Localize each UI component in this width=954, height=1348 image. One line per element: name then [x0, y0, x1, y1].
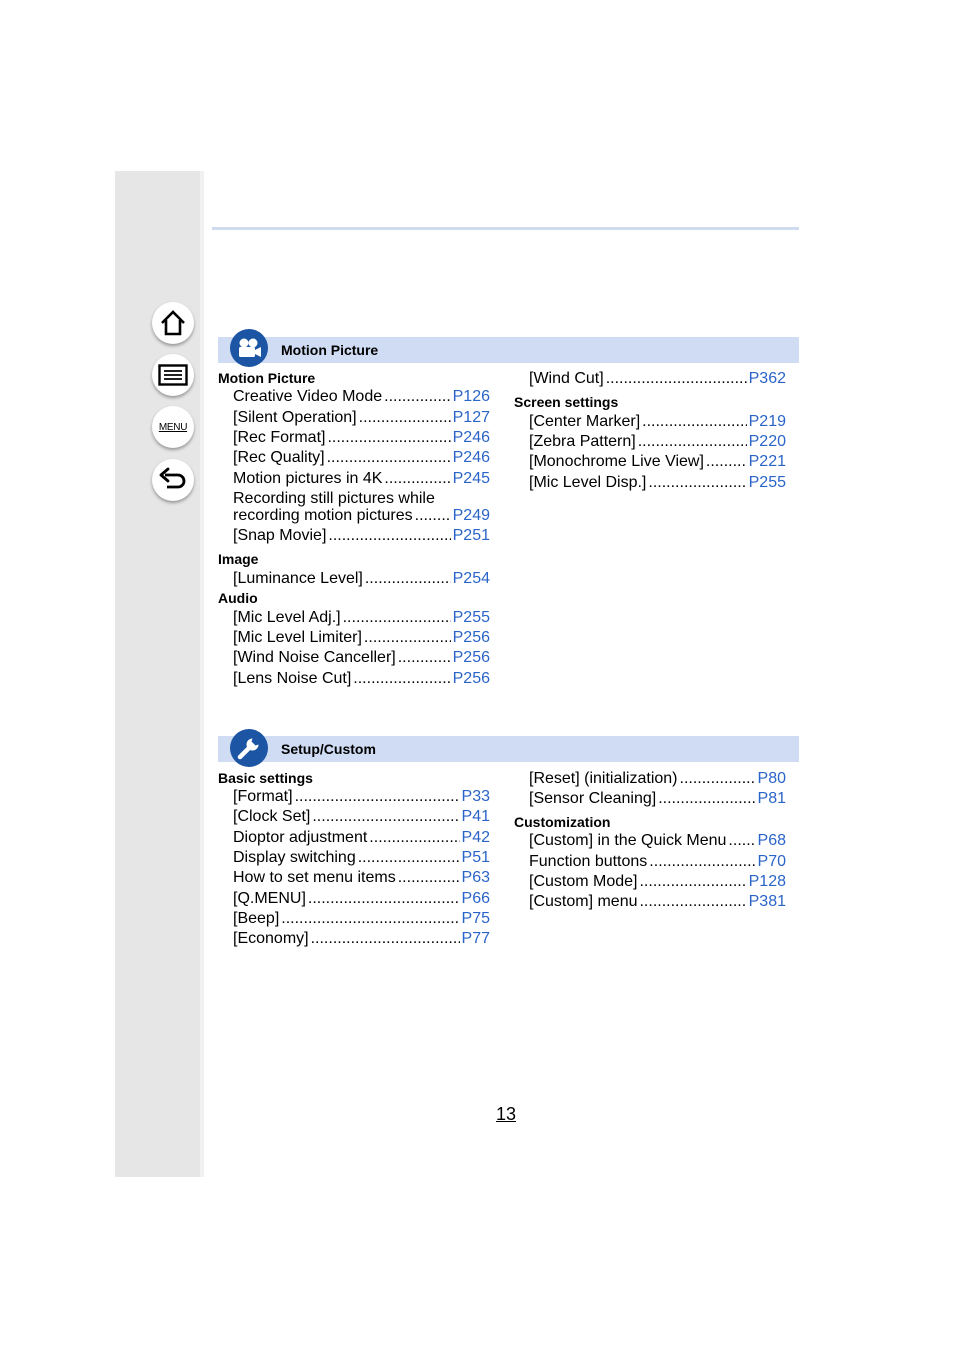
page-link[interactable]: P256 — [452, 670, 490, 687]
list-item[interactable] — [529, 370, 786, 388]
list-item[interactable] — [233, 449, 490, 467]
item-label: [Sensor Cleaning] — [529, 790, 657, 807]
leader-dots — [606, 370, 747, 388]
list-item[interactable] — [233, 609, 490, 627]
page-link[interactable]: P66 — [461, 890, 490, 907]
page-link[interactable]: P255 — [452, 609, 490, 626]
section-bar-setup-custom — [218, 736, 799, 762]
item-label: Display switching — [233, 849, 356, 866]
list-item[interactable] — [529, 433, 786, 451]
leader-dots — [327, 449, 451, 467]
list-item[interactable] — [233, 829, 490, 847]
page-link[interactable]: P63 — [461, 869, 490, 886]
item-label: [Mic Level Disp.] — [529, 474, 647, 491]
page-link[interactable]: P219 — [748, 413, 786, 430]
item-label: Function buttons — [529, 853, 648, 870]
page-link[interactable]: P128 — [748, 873, 786, 890]
item-label: [Rec Format] — [233, 429, 326, 446]
movie-camera-icon — [230, 329, 268, 367]
list-item[interactable] — [233, 930, 490, 948]
page-link[interactable]: P75 — [461, 910, 490, 927]
item-label: [Mic Level Limiter] — [233, 629, 362, 646]
page-link[interactable]: P68 — [757, 832, 786, 849]
page-link[interactable]: P126 — [452, 388, 490, 405]
page-link[interactable]: P70 — [757, 853, 786, 870]
item-label: [Custom Mode] — [529, 873, 638, 890]
list-item[interactable] — [529, 413, 786, 431]
leader-dots — [384, 470, 450, 488]
group-heading: Audio — [218, 590, 258, 606]
list-item[interactable] — [233, 869, 490, 887]
leader-dots — [415, 507, 451, 525]
list-item[interactable] — [233, 570, 490, 588]
item-label: [Beep] — [233, 910, 280, 927]
header-divider — [212, 227, 799, 230]
leader-dots — [295, 788, 460, 806]
list-item[interactable] — [529, 790, 786, 808]
item-label: [Mic Level Adj.] — [233, 609, 341, 626]
back-button[interactable] — [152, 459, 194, 501]
item-label: Dioptor adjustment — [233, 829, 368, 846]
leader-dots — [311, 930, 460, 948]
list-icon — [158, 364, 188, 386]
leader-dots — [308, 890, 460, 908]
leader-dots — [358, 849, 460, 867]
list-item[interactable] — [529, 453, 786, 471]
list-item[interactable] — [233, 507, 490, 525]
item-label: [Reset] (initialization) — [529, 770, 678, 787]
item-label: How to set menu items — [233, 869, 396, 886]
page-link[interactable]: P81 — [757, 790, 786, 807]
page-link[interactable]: P255 — [748, 474, 786, 491]
list-item[interactable] — [233, 388, 490, 406]
leader-dots — [638, 433, 747, 451]
leader-dots — [398, 869, 460, 887]
group-heading: Basic settings — [218, 770, 313, 786]
page-link[interactable]: P381 — [748, 893, 786, 910]
list-item[interactable] — [233, 429, 490, 447]
item-label: Creative Video Mode — [233, 388, 383, 405]
list-item[interactable] — [529, 873, 786, 891]
item-label: recording motion pictures — [233, 507, 413, 524]
home-icon — [159, 309, 187, 337]
section-title: Setup/Custom — [281, 741, 376, 757]
item-label: [Rec Quality] — [233, 449, 325, 466]
page-link[interactable]: P246 — [452, 429, 490, 446]
leader-dots — [728, 832, 755, 850]
leader-dots — [639, 873, 746, 891]
leader-dots — [312, 808, 459, 826]
leader-dots — [327, 429, 450, 447]
item-label: [Economy] — [233, 930, 309, 947]
leader-dots — [281, 910, 459, 928]
menu-label: MENU — [158, 421, 188, 433]
group-heading: Motion Picture — [218, 370, 316, 386]
page-link[interactable]: P256 — [452, 629, 490, 646]
item-label: [Luminance Level] — [233, 570, 363, 587]
list-item[interactable] — [233, 629, 490, 647]
leader-dots — [353, 670, 450, 688]
item-label: [Wind Noise Canceller] — [233, 649, 396, 666]
leader-dots — [343, 609, 451, 627]
page-link[interactable]: P362 — [748, 370, 786, 387]
item-label: [Center Marker] — [529, 413, 641, 430]
page-link[interactable]: P42 — [461, 829, 490, 846]
leader-dots — [364, 629, 451, 647]
section-title: Motion Picture — [281, 342, 379, 358]
leader-dots — [642, 413, 746, 431]
contents-button[interactable] — [152, 354, 194, 396]
group-heading: Customization — [514, 814, 611, 830]
list-item[interactable] — [529, 770, 786, 788]
item-label: [Lens Noise Cut] — [233, 670, 352, 687]
page-link[interactable]: P127 — [452, 409, 490, 426]
item-label: [Q.MENU] — [233, 890, 306, 907]
list-item[interactable] — [529, 832, 786, 850]
leader-dots — [365, 570, 451, 588]
page-link[interactable]: P246 — [452, 449, 490, 466]
list-item[interactable] — [233, 409, 490, 427]
list-item[interactable] — [529, 853, 786, 871]
item-label-line1: Recording still pictures while — [233, 490, 435, 507]
item-label: [Silent Operation] — [233, 409, 357, 426]
list-item[interactable] — [233, 788, 490, 806]
page-link[interactable]: P251 — [452, 527, 490, 544]
back-arrow-icon — [159, 467, 187, 493]
leader-dots — [328, 527, 450, 545]
page-link[interactable]: P245 — [452, 470, 490, 487]
item-label: [Custom] menu — [529, 893, 638, 910]
group-heading: Screen settings — [514, 394, 619, 410]
leader-dots — [359, 409, 451, 427]
leader-dots — [384, 388, 451, 406]
page-number: 13 — [496, 1104, 517, 1124]
page-link[interactable]: P41 — [461, 808, 490, 825]
list-item[interactable] — [233, 808, 490, 826]
page-link[interactable]: P33 — [461, 788, 490, 805]
leader-dots — [398, 649, 451, 667]
leader-dots — [658, 790, 755, 808]
item-label: [Zebra Pattern] — [529, 433, 636, 450]
home-button[interactable] — [152, 302, 194, 344]
leader-dots — [680, 770, 756, 788]
menu-button[interactable] — [152, 406, 194, 448]
sidebar-edge — [200, 171, 204, 1177]
page-link[interactable]: P51 — [461, 849, 490, 866]
item-label: [Monochrome Live View] — [529, 453, 704, 470]
list-item[interactable] — [233, 910, 490, 928]
leader-dots — [648, 474, 746, 492]
list-item[interactable] — [529, 893, 786, 911]
page-link[interactable]: P249 — [452, 507, 490, 524]
item-label: [Clock Set] — [233, 808, 311, 825]
leader-dots — [649, 853, 755, 871]
item-label: [Snap Movie] — [233, 527, 327, 544]
item-label: [Wind Cut] — [529, 370, 604, 387]
leader-dots — [369, 829, 459, 847]
item-label: [Custom] in the Quick Menu — [529, 832, 727, 849]
list-item[interactable] — [233, 890, 490, 908]
wrench-icon — [230, 729, 268, 767]
list-item[interactable] — [233, 527, 490, 545]
item-label: [Format] — [233, 788, 293, 805]
page-link[interactable]: P77 — [461, 930, 490, 947]
leader-dots — [639, 893, 746, 911]
section-bar-motion-picture — [218, 337, 799, 363]
list-item[interactable] — [233, 470, 490, 488]
leader-dots — [706, 453, 747, 471]
list-item[interactable] — [233, 670, 490, 688]
page-link[interactable]: P221 — [748, 453, 786, 470]
list-item[interactable] — [529, 474, 786, 492]
page-link[interactable]: P256 — [452, 649, 490, 666]
list-item[interactable] — [233, 849, 490, 867]
list-item[interactable] — [233, 649, 490, 667]
page-link[interactable]: P254 — [452, 570, 490, 587]
group-heading: Image — [218, 551, 259, 567]
item-label: Motion pictures in 4K — [233, 470, 383, 487]
page-link[interactable]: P220 — [748, 433, 786, 450]
page-link[interactable]: P80 — [757, 770, 786, 787]
